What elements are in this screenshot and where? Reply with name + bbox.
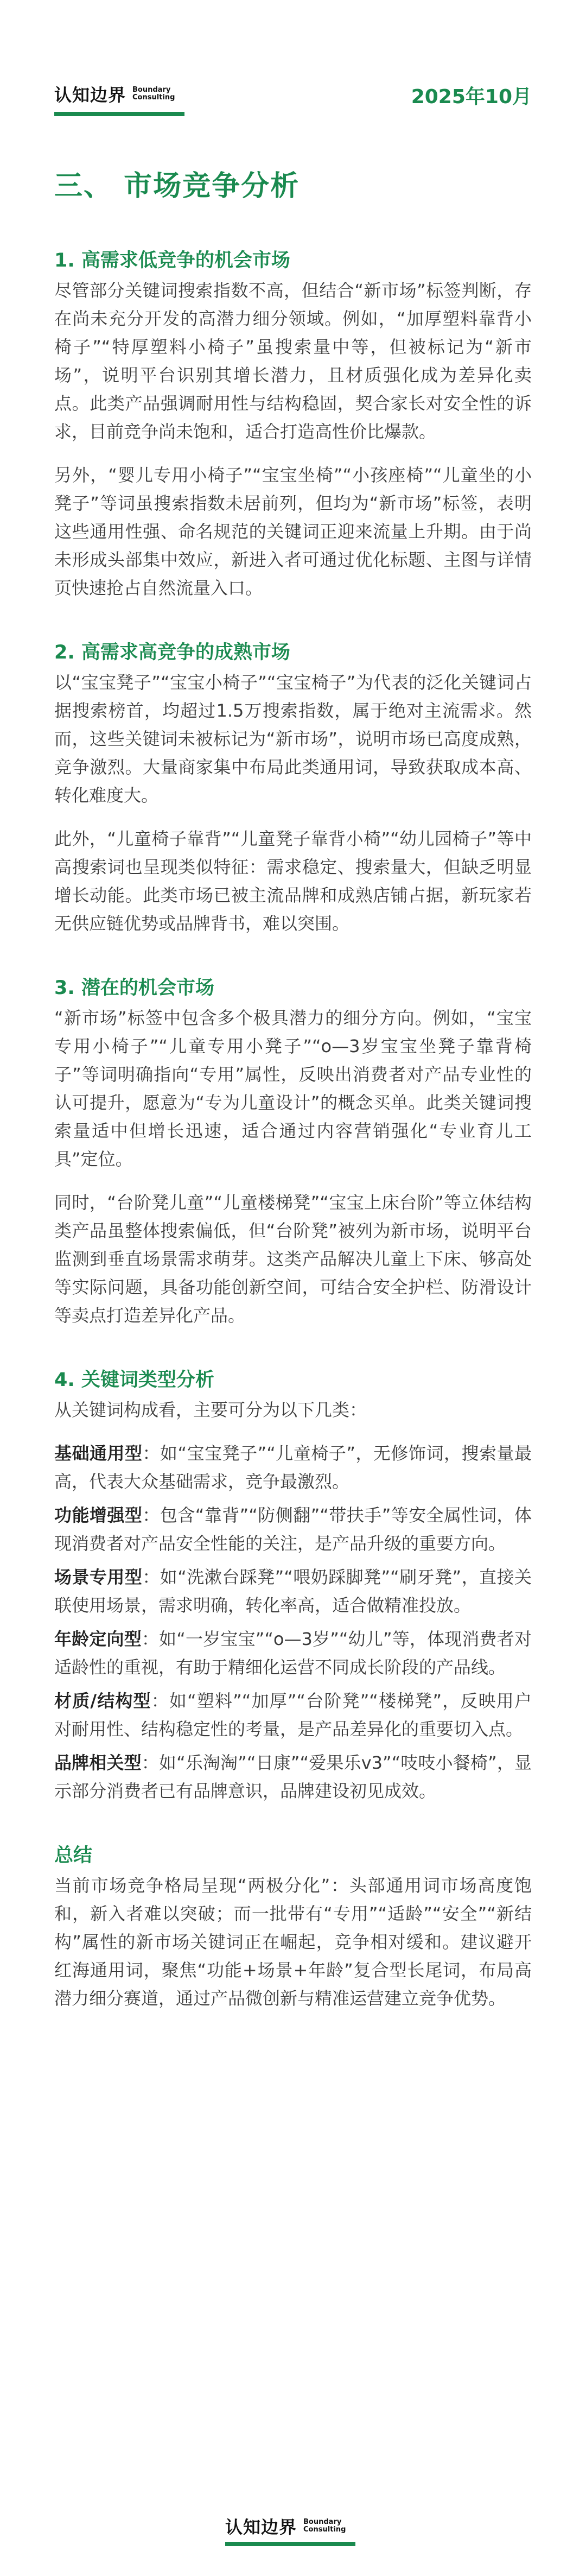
paragraph-summary: 当前市场竞争格局呈现“两极分化”：头部通用词市场高度饱和，新入者难以突破；而一批带有“专用”“适龄”“安全”“新结构”属性的新市场关键词正在崛起，竞争相对缓和。建议避开红海通用词，聚焦“功能+场景+年龄”复合型长尾词，布局高潜力细分赛道，通过产品微创新与精准运营建立竞争优势。	[54, 1875, 532, 2009]
paragraph-3-2: 同时，“台阶凳儿童”“儿童楼梯凳”“宝宝上床台阶”等立体结构类产品虽整体搜索偏低，但“台阶凳”被列为新市场，说明平台监测到垂直场景需求萌芽。这类产品解决儿童上下床、够高处等实际问题，具备功能创新空间，可结合安全护栏、防滑设计等卖点打造差异化产品。	[54, 1192, 532, 1326]
footer-brand-name-en	[303, 2518, 346, 2534]
brand-underline	[54, 112, 184, 116]
keyword-type-item	[54, 1563, 532, 1619]
keyword-type-text: ：包含“靠背”“防侧翻”“带扶手”等安全属性词，体现消费者对产品安全性能的关注，是产品升级的重要方向。	[54, 1505, 532, 1554]
keyword-type-item	[54, 1749, 532, 1805]
paragraph-1-1: 尽管部分关键词搜索指数不高，但结合“新市场”标签判断，存在尚未充分开发的高潜力细分领域。例如，“加厚塑料靠背小椅子”“特厚塑料小椅子”虽搜索量中等，但被标记为“新市场”，说明平台识别其增长潜力，且材质强化成为差异化卖点。此类产品强调耐用性与结构稳固，契合家长对安全性的诉求，目前竞争尚未饱和，适合打造高性价比爆款。	[54, 280, 532, 442]
report-date: 2025年10月	[411, 86, 532, 108]
subheading-3: 3. 潜在的机会市场	[54, 977, 214, 999]
article-body	[54, 247, 532, 2012]
paragraph-4-lead: 从关键词构成看，主要可分为以下几类：	[54, 1400, 367, 1420]
paragraph-2-2: 此外，“儿童椅子靠背”“儿童凳子靠背小椅”“幼儿园椅子”等中高搜索词也呈现类似特征：需求稳定、搜索量大，但缺乏明显增长动能。此类市场已被主流品牌和成熟店铺占据，新玩家若无供应链优势或品牌背书，难以突围。	[54, 828, 532, 934]
keyword-type-label: 基础通用型	[54, 1443, 143, 1464]
footer-brand-underline	[225, 2542, 355, 2546]
paragraph-2-1: 以“宝宝凳子”“宝宝小椅子”“宝宝椅子”为代表的泛化关键词占据搜索榜首，均超过1.5万搜索指数，属于绝对主流需求。然而，这些关键词未被标记为“新市场”，说明市场已高度成熟，竞争激烈。大量商家集中布局此类通用词，导致获取成本高、转化难度大。	[54, 672, 532, 806]
brand-name-en	[132, 86, 175, 102]
section-title: 三、 市场竞争分析	[54, 170, 300, 202]
brand-name-en-line1: Boundary	[132, 86, 171, 94]
subheading-summary: 总结	[54, 1845, 93, 1866]
keyword-type-text: ：如“宝宝凳子”“儿童椅子”，无修饰词，搜索量最高，代表大众基础需求，竞争最激烈。	[54, 1443, 532, 1492]
keyword-type-item	[54, 1439, 532, 1496]
page-header	[0, 0, 586, 141]
keyword-type-text: ：如“一岁宝宝”“o—3岁”“幼儿”等，体现消费者对适龄性的重视，有助于精细化运营不同成长阶段的产品线。	[54, 1629, 532, 1678]
keyword-type-label: 场景专用型	[54, 1567, 143, 1587]
paragraph-3-1: “新市场”标签中包含多个极具潜力的细分方向。例如，“宝宝专用小椅子”“儿童专用小凳子”“o—3岁宝宝坐凳子靠背椅子”等词明确指向“专用”属性，反映出消费者对产品专业性的认可提升，愿意为“专为儿童设计”的概念买单。此类关键词搜索量适中但增长迅速，适合通过内容营销强化“专业育儿工具”定位。	[54, 1008, 532, 1169]
footer-brand-name-en-line1: Boundary	[303, 2518, 342, 2526]
brand-name-cn: 认知边界	[54, 85, 126, 105]
subheading-4: 4. 关键词类型分析	[54, 1369, 214, 1391]
keyword-type-label: 功能增强型	[54, 1505, 143, 1526]
subheading-2: 2. 高需求高竞争的成熟市场	[54, 642, 290, 663]
keyword-type-text: ：如“乐淘淘”“日康”“爱果乐v3”“吱吱小餐椅”，显示部分消费者已有品牌意识，品牌建设初见成效。	[54, 1752, 532, 1801]
footer-brand-name-en-line2: Consulting	[303, 2526, 346, 2534]
keyword-type-label: 品牌相关型	[54, 1752, 142, 1773]
subheading-1: 1. 高需求低竞争的机会市场	[54, 250, 290, 271]
keyword-type-label: 材质/结构型	[54, 1691, 151, 1711]
keyword-type-text: ：如“洗漱台踩凳”“喂奶踩脚凳”“刷牙凳”，直接关联使用场景，需求明确，转化率高，适合做精准投放。	[54, 1567, 532, 1616]
page-footer	[0, 2508, 586, 2576]
keyword-type-item	[54, 1625, 532, 1681]
keyword-type-item	[54, 1687, 532, 1743]
footer-brand-logo	[225, 2514, 346, 2539]
footer-brand-name-cn: 认知边界	[225, 2517, 297, 2537]
keyword-type-text: ：如“塑料”“加厚”“台阶凳”“楼梯凳”，反映用户对耐用性、结构稳定性的考量，是产品差异化的重要切入点。	[54, 1691, 532, 1739]
paragraph-1-2: 另外，“婴儿专用小椅子”“宝宝坐椅”“小孩座椅”“儿童坐的小凳子”等词虽搜索指数未居前列，但均为“新市场”标签，表明这些通用性强、命名规范的关键词正迎来流量上升期。由于尚未形成头部集中效应，新进入者可通过优化标题、主图与详情页快速抢占自然流量入口。	[54, 465, 532, 598]
brand-name-en-line2: Consulting	[132, 93, 175, 102]
brand-logo	[54, 81, 175, 106]
keyword-type-label: 年龄定向型	[54, 1629, 142, 1649]
keyword-type-item	[54, 1501, 532, 1558]
